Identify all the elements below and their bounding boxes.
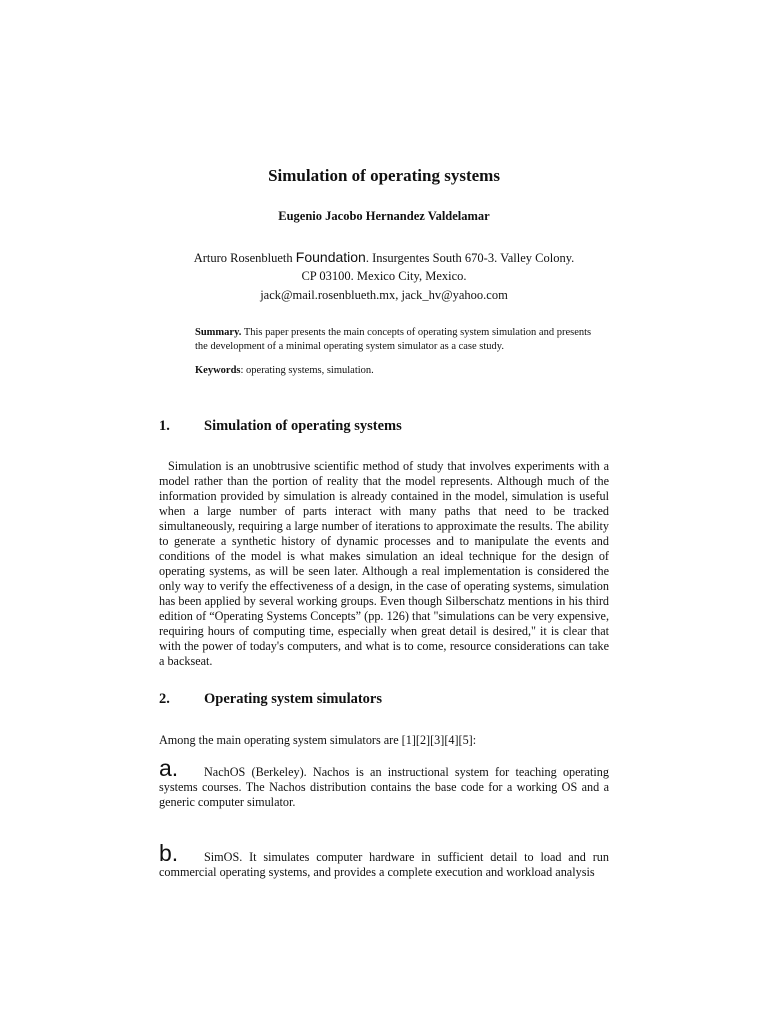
section-2-number: 2. [159,691,170,707]
affiliation-foundation: Foundation [295,249,366,265]
section-1-number: 1. [159,418,170,434]
section-1-heading [159,418,402,435]
affiliation-line-1 [0,249,768,266]
affiliation-line-1-pre: Arturo Rosenblueth [193,251,296,265]
affiliation-line-2: CP 03100. Mexico City, Mexico. [301,269,467,283]
section-2-heading [159,691,382,708]
summary-label: Summary. [195,327,242,338]
list-item-text: NachOS (Berkeley). Nachos is an instructional system for teaching operating systems courses. The Nachos distribution contains the base code for a working OS and a generic computer simulator. [159,765,609,809]
paper-author: Eugenio Jacobo Hernandez Valdelamar [278,209,490,223]
keywords-label: Keywords [195,365,241,376]
section-1-paragraph: Simulation is an unobtrusive scientific method of study that involves experiments with a model rather than the portion of reality that the model represents. Although much of the information provided by simulation is already contained in the model, simulation is useful when a large number of parts interact with many paths that need to be tracked simultaneously, requiring a large number of iterations to approximate the results. The ability to generate a synthetic history of dynamic processes and to manipulate the events and conditions of the model is what makes simulation an ideal technique for the design of operating systems, as will be seen later. Although a real implementation is considered the only way to verify the effectiveness of a design, in the case of operating systems, simulation has been applied by several working groups. Even though Silberschatz mentions in his third edition of “Operating Systems Concepts” (pp. 126) that "simulations can be very expensive, requiring hours of computing time, especially when great detail is desired," it is clear that with the power of today's computers, and what is to come, resource considerations can take a backseat. [159,459,609,668]
affiliation-emails: jack@mail.rosenblueth.mx, jack_hv@yahoo.com [260,288,508,302]
section-2-title: Operating system simulators [204,691,383,707]
affiliation-line-1-post: . Insurgentes South 670-3. Valley Colony. [365,251,575,265]
list-item [159,840,609,880]
summary-text: This paper presents the main concepts of operating system simulation and presents the development of a minimal operating system simulator as a case study. [195,327,592,352]
section-1-title: Simulation of operating systems [204,418,402,434]
section-2-paragraph: Among the main operating system simulators are [1][2][3][4][5]: [159,733,477,747]
keywords-text: : operating systems, simulation. [240,365,374,376]
paper-title: Simulation of operating systems [268,166,500,185]
list-item-text: SimOS. It simulates computer hardware in sufficient detail to load and run commercial operating systems, and provides a complete execution and workload analysis [159,850,609,879]
summary-paragraph [195,326,595,354]
list-marker: b. [159,840,179,866]
keywords-paragraph [195,364,595,378]
list-item [159,755,609,810]
list-marker: a. [159,755,179,781]
